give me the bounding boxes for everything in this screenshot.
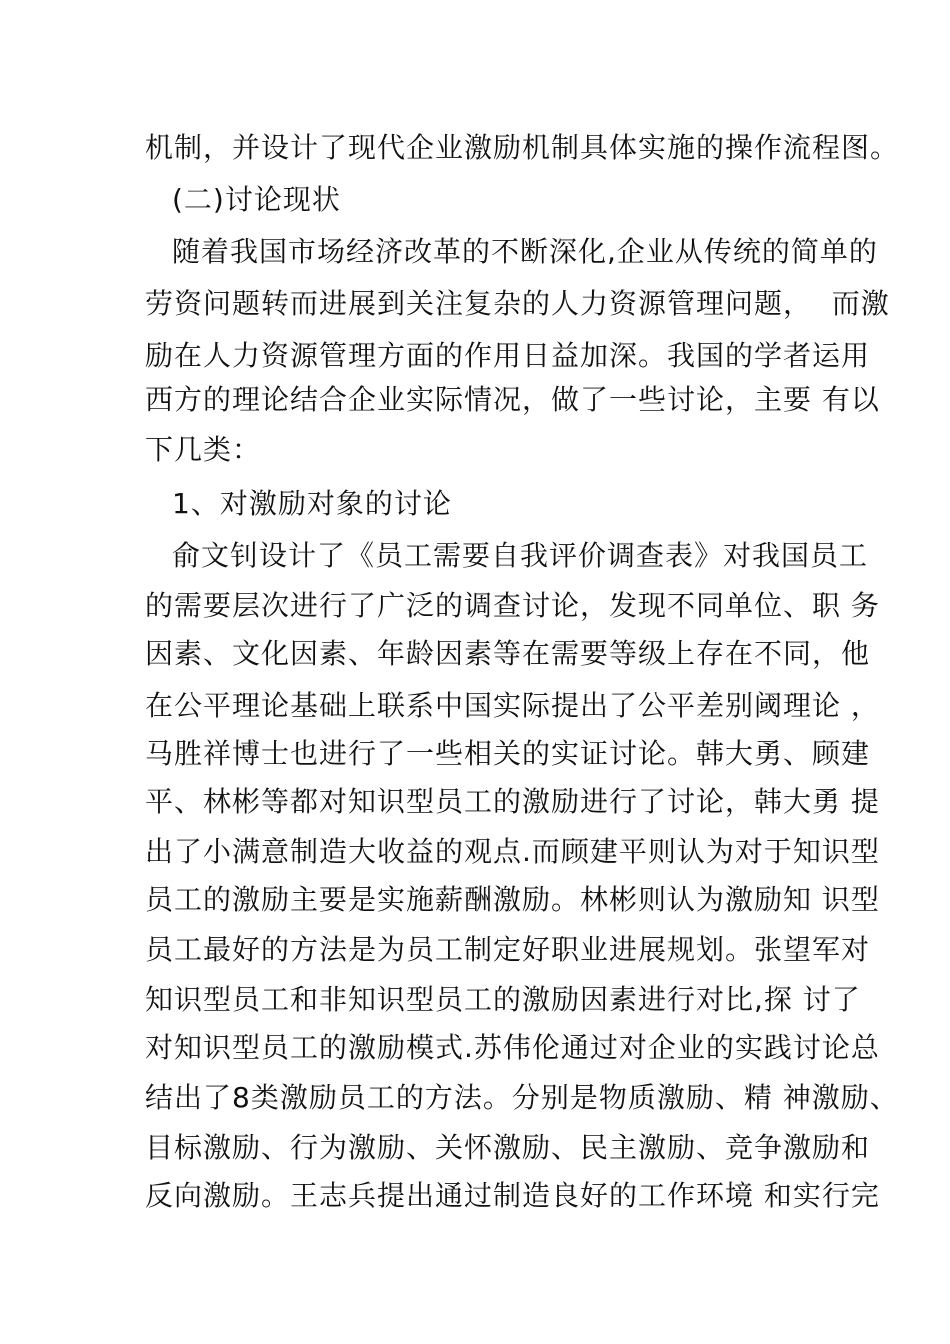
- text-line: 劳资问题转而进展到关注复杂的人力资源管理问题， 而激: [145, 287, 890, 320]
- text-line: 结出了8类激励员工的方法。分别是物质激励、精 神激励、: [145, 1081, 899, 1114]
- text-line: 员工最好的方法是为员工制定好职业进展规划。张望军对: [145, 933, 871, 966]
- text-line: 知识型员工和非知识型员工的激励因素进行对比,探 讨了: [145, 983, 861, 1016]
- text-line: 下几类：: [145, 433, 262, 466]
- text-line: 目标激励、行为激励、关怀激励、民主激励、竞争激励和: [145, 1131, 871, 1164]
- text-line: 俞文钊设计了《员工需要自我评价调查表》对我国员工: [172, 539, 869, 572]
- text-line: 在公平理论基础上联系中国实际提出了公平差别阈理论 ，: [145, 689, 880, 722]
- text-line: 机制，并设计了现代企业激励机制具体实施的操作流程图。: [145, 131, 900, 164]
- text-line: 对知识型员工的激励模式.苏伟伦通过对企业的实践讨论总: [145, 1031, 880, 1064]
- text-line: 平、林彬等都对知识型员工的激励进行了讨论，韩大勇 提: [145, 785, 880, 818]
- text-line: 出了小满意制造大收益的观点.而顾建平则认为对于知识型: [145, 835, 880, 868]
- text-line: 马胜祥博士也进行了一些相关的实证讨论。韩大勇、顾建: [145, 737, 871, 770]
- text-line: 励在人力资源管理方面的作用日益加深。我国的学者运用: [145, 339, 871, 372]
- subsection-heading: 1、对激励对象的讨论: [172, 487, 452, 520]
- text-line: 员工的激励主要是实施薪酬激励。林彬则认为激励知 识型: [145, 883, 880, 916]
- text-line: 随着我国市场经济改革的不断深化,企业从传统的简单的: [172, 235, 878, 268]
- text-line: 西方的理论结合企业实际情况，做了一些讨论，主要 有以: [145, 383, 880, 416]
- section-heading: (二)讨论现状: [172, 183, 341, 216]
- text-line: 反向激励。王志兵提出通过制造良好的工作环境 和实行完: [145, 1179, 880, 1212]
- text-line: 的需要层次进行了广泛的调查讨论，发现不同单位、职 务: [145, 589, 880, 622]
- text-line: 因素、文化因素、年龄因素等在需要等级上存在不同，他: [145, 637, 871, 670]
